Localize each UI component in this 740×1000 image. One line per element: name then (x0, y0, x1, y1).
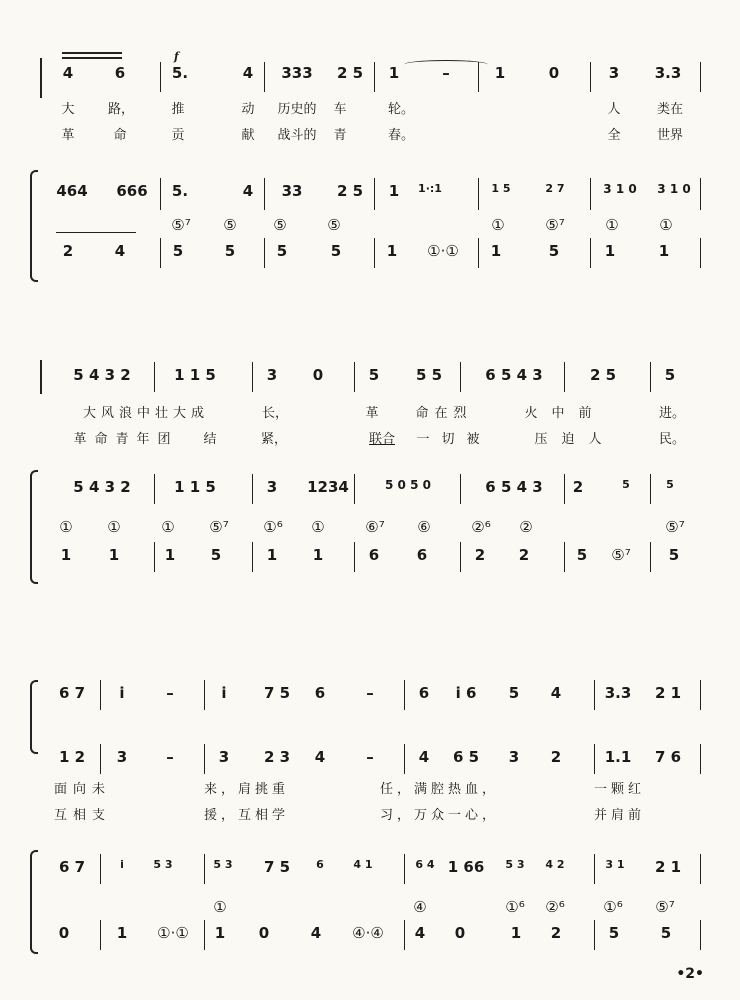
barline (564, 542, 565, 572)
note: 4 (114, 242, 126, 260)
note: 3 1 0 (657, 182, 691, 196)
barline (700, 920, 701, 950)
barline (204, 680, 205, 710)
barline (160, 178, 161, 210)
barline (404, 744, 405, 774)
lyric: 援，互相学 (204, 808, 290, 823)
chord-mark: ②⁶ (545, 898, 565, 916)
note: 2 1 (654, 858, 682, 876)
barline (594, 854, 595, 884)
note: 2 (62, 242, 74, 260)
barline (564, 474, 565, 504)
note: 1 (386, 242, 398, 260)
barline (404, 920, 405, 950)
chord-mark: ④ (413, 898, 427, 916)
note: 1 (490, 242, 502, 260)
chord-mark: ① (59, 518, 73, 536)
chord-mark: ⑤ (223, 216, 237, 234)
note: 1 1 5 (174, 478, 216, 496)
barline (252, 362, 253, 392)
note: 2 5 (336, 64, 364, 82)
tie-arc (404, 60, 488, 69)
note: 2 (550, 748, 562, 766)
note: 3 (116, 748, 128, 766)
note: 5 3 (505, 858, 525, 871)
note: 5 0 5 0 (385, 478, 431, 492)
barline (650, 362, 651, 392)
note: 4 (418, 748, 430, 766)
note: 5 (608, 924, 620, 942)
barline (700, 178, 701, 210)
note: 4 (242, 64, 254, 82)
note: ⑤⁷ (611, 546, 631, 564)
lyric: 任，满腔热血， (380, 782, 500, 797)
note: ①·① (157, 924, 189, 942)
chord-mark: ① (161, 518, 175, 536)
barline (204, 744, 205, 774)
note: 5 (622, 478, 630, 491)
lyric: 春。 (387, 128, 414, 143)
alto-line (0, 748, 740, 778)
barline (100, 744, 101, 774)
lyric: 并肩前 (594, 808, 646, 823)
note: 1 (266, 546, 278, 564)
lyric: 命 (113, 128, 127, 143)
note: 6 (418, 684, 430, 702)
note: 6 (314, 684, 326, 702)
note: 2 (474, 546, 486, 564)
lyric: 命在烈 (415, 406, 473, 421)
note: 7 6 (654, 748, 682, 766)
melody-line (0, 366, 740, 396)
note: 1·:1 (418, 182, 442, 195)
lyric: 动 (241, 102, 255, 117)
note: 4 1 (353, 858, 373, 871)
barline (354, 542, 355, 572)
barline (478, 238, 479, 268)
note: 3 1 0 (603, 182, 637, 196)
note: 5. (171, 182, 189, 200)
score-system-3 (0, 680, 740, 960)
note: 0 (258, 924, 270, 942)
barline (590, 238, 591, 268)
note: 2 (550, 924, 562, 942)
note: ④·④ (352, 924, 384, 942)
barline (160, 238, 161, 268)
lyric: 习，万众一心， (380, 808, 500, 823)
note: 1 (510, 924, 522, 942)
note: 5 (548, 242, 560, 260)
note: 6 4 (415, 858, 435, 871)
lyric: 路， (107, 102, 134, 117)
note: 1 (214, 924, 226, 942)
note: 5 (210, 546, 222, 564)
note: 1 5 (491, 182, 511, 195)
barline (100, 854, 101, 884)
note: 5 (368, 366, 380, 384)
lyrics-verse-2 (0, 804, 740, 834)
note: i 6 (455, 684, 477, 702)
note: 0 (454, 924, 466, 942)
chord-mark: ① (107, 518, 121, 536)
note: 5 (576, 546, 588, 564)
chord-mark: ① (491, 216, 505, 234)
note: 6 5 (452, 748, 480, 766)
lyric: 青 (333, 128, 347, 143)
note: 4 (314, 748, 326, 766)
melody-line (0, 684, 740, 714)
note: 1 (388, 182, 400, 200)
barline (374, 178, 375, 210)
lyric: 人 (607, 102, 621, 117)
barline (252, 474, 253, 504)
lyric: 互相支 (54, 808, 112, 823)
note: 33 (281, 182, 303, 200)
beam (62, 57, 122, 59)
note: 2 (572, 478, 584, 496)
lyric: 长， (261, 406, 288, 421)
barline (404, 680, 405, 710)
note: 6 (416, 546, 428, 564)
note: i (119, 684, 125, 702)
barline (460, 542, 461, 572)
barline (650, 542, 651, 572)
note: 6 (316, 858, 324, 871)
lyrics-verse-2 (0, 124, 740, 154)
chord-mark: ①⁶ (505, 898, 525, 916)
note: 7 5 (263, 684, 291, 702)
lyric: 战斗的 (277, 128, 317, 143)
barline (154, 542, 155, 572)
note: 1 (604, 242, 616, 260)
note: 3 1 (605, 858, 625, 871)
note: 3.3 (654, 64, 682, 82)
note: 5. (171, 64, 189, 82)
note: 1234 (307, 478, 349, 496)
note: 6 5 4 3 (485, 366, 543, 384)
page-number: •2• (676, 966, 704, 982)
harmony-line (0, 478, 740, 508)
note: 464 (56, 182, 88, 200)
note: 4 (550, 684, 562, 702)
chord-mark: ①⁶ (263, 518, 283, 536)
lyric: 革 (61, 128, 75, 143)
score-system-1 (0, 40, 740, 280)
chord-mark: ⑤⁷ (209, 518, 229, 536)
note: i (120, 858, 124, 871)
lyric: 历史的 (277, 102, 317, 117)
note: 0 (58, 924, 70, 942)
lyric: 进。 (658, 406, 685, 421)
note: 5 3 (153, 858, 173, 871)
note: 4 (62, 64, 74, 82)
chord-mark: ⑤ (327, 216, 341, 234)
lyric: 车 (333, 102, 347, 117)
chord-mark: ① (213, 898, 227, 916)
note: 0 (312, 366, 324, 384)
barline (564, 362, 565, 392)
lyric: 全 (607, 128, 621, 143)
barline (594, 920, 595, 950)
lyrics-verse-2 (0, 428, 740, 458)
bass-line (0, 546, 740, 576)
barline (404, 854, 405, 884)
beam (62, 52, 122, 54)
note: 5 (668, 546, 680, 564)
note: 5 3 (213, 858, 233, 871)
note: 1.1 (604, 748, 632, 766)
lyric: 联合 (368, 432, 395, 447)
lyric: 来，肩挑重 (204, 782, 290, 797)
note: – (166, 748, 174, 766)
note: 4 (310, 924, 322, 942)
note: 4 2 (545, 858, 565, 871)
note: 1 1 5 (174, 366, 216, 384)
note: 3.3 (604, 684, 632, 702)
note: 6 7 (58, 684, 86, 702)
lyric: 压迫人 (534, 432, 616, 447)
lyric: 推 (171, 102, 185, 117)
note: 666 (116, 182, 148, 200)
harmony-line (0, 858, 740, 888)
bass-line (0, 924, 740, 954)
barline (700, 62, 701, 92)
lyric: 面向未 (54, 782, 112, 797)
barline (160, 62, 161, 92)
lyric: 类在 (656, 102, 683, 117)
note: 333 (281, 64, 313, 82)
chord-mark: ① (659, 216, 673, 234)
note: 1 (108, 546, 120, 564)
barline (460, 474, 461, 504)
note: 5 (666, 478, 674, 491)
chord-mark: ⑤⁷ (171, 216, 191, 234)
lyric: 轮。 (387, 102, 414, 117)
lyric: 革 (365, 406, 379, 421)
note: – (442, 64, 450, 82)
lyric: 民。 (658, 432, 685, 447)
note: 3 (266, 366, 278, 384)
note: 1 (312, 546, 324, 564)
barline (700, 744, 701, 774)
note: 5 (276, 242, 288, 260)
chord-mark: ⑥ (417, 518, 431, 536)
lyric: 世界 (656, 128, 683, 143)
note: 6 (368, 546, 380, 564)
barline (594, 680, 595, 710)
note: 1 (164, 546, 176, 564)
chord-mark: ②⁶ (471, 518, 491, 536)
barline (700, 238, 701, 268)
note: – (166, 684, 174, 702)
barline (460, 362, 461, 392)
note: – (366, 684, 374, 702)
barline (478, 178, 479, 210)
note: 4 (242, 182, 254, 200)
note: 5 (172, 242, 184, 260)
barline (354, 362, 355, 392)
note: 1 (658, 242, 670, 260)
note: 5 (224, 242, 236, 260)
lyric: 革命青年团 (73, 432, 179, 447)
note: 3 (266, 478, 278, 496)
lyric: 一颗红 (594, 782, 646, 797)
note: 1 (60, 546, 72, 564)
lyric: 火中前 (524, 406, 606, 421)
note: 1 (388, 64, 400, 82)
note: 6 7 (58, 858, 86, 876)
note: 3 (608, 64, 620, 82)
barline (700, 854, 701, 884)
note: 6 (114, 64, 126, 82)
barline (354, 474, 355, 504)
note: 3 (218, 748, 230, 766)
lyric: 大 (61, 102, 75, 117)
harmony-line (0, 182, 740, 212)
barline (154, 362, 155, 392)
note: 2 1 (654, 684, 682, 702)
note: 1 (116, 924, 128, 942)
note: 5 (660, 924, 672, 942)
chord-mark: ② (519, 518, 533, 536)
note: 5 4 3 2 (73, 478, 131, 496)
chord-mark: ① (311, 518, 325, 536)
note: 1 66 (447, 858, 485, 876)
note: i (221, 684, 227, 702)
score-system-2 (0, 360, 740, 600)
barline (650, 474, 651, 504)
lyric: 紧， (260, 432, 287, 447)
barline (264, 238, 265, 268)
note: 2 (518, 546, 530, 564)
barline (374, 238, 375, 268)
note: 1 2 (58, 748, 86, 766)
barline (374, 62, 375, 92)
note: 5 (664, 366, 676, 384)
chord-mark: ⑤⁷ (655, 898, 675, 916)
barline (100, 680, 101, 710)
bass-marks-line (0, 518, 740, 548)
barline (700, 680, 701, 710)
lyric: 一切被 (416, 432, 492, 447)
note: 4 (414, 924, 426, 942)
note: 5 (508, 684, 520, 702)
note: 2 3 (263, 748, 291, 766)
barline (154, 474, 155, 504)
note: 2 5 (336, 182, 364, 200)
note: 7 5 (263, 858, 291, 876)
barline (264, 178, 265, 210)
bass-line (0, 242, 740, 272)
chord-mark: ⑤⁷ (545, 216, 565, 234)
note: 2 5 (589, 366, 617, 384)
lyric: 献 (241, 128, 255, 143)
barline (594, 744, 595, 774)
barline (264, 62, 265, 92)
barline (590, 178, 591, 210)
chord-mark: ①⁶ (603, 898, 623, 916)
note: 2 7 (545, 182, 565, 195)
note: 6 5 4 3 (485, 478, 543, 496)
barline (590, 62, 591, 92)
dynamic-mark: f (174, 50, 179, 63)
chord-mark: ① (605, 216, 619, 234)
barline (204, 854, 205, 884)
beam (56, 232, 136, 233)
note: 5 (330, 242, 342, 260)
barline (100, 920, 101, 950)
note: 5 4 3 2 (73, 366, 131, 384)
note: 3 (508, 748, 520, 766)
chord-mark: ⑤ (273, 216, 287, 234)
note: 0 (548, 64, 560, 82)
melody-line (0, 50, 740, 94)
lyric: 结 (203, 432, 217, 447)
chord-mark: ⑥⁷ (365, 518, 385, 536)
note: – (366, 748, 374, 766)
note: 5 5 (415, 366, 443, 384)
barline (252, 542, 253, 572)
chord-mark: ⑤⁷ (665, 518, 685, 536)
note: ①·① (427, 242, 459, 260)
note: 1 (494, 64, 506, 82)
barline (204, 920, 205, 950)
lyric: 大风浪中壮大成 (82, 406, 209, 421)
lyric: 贡 (171, 128, 185, 143)
